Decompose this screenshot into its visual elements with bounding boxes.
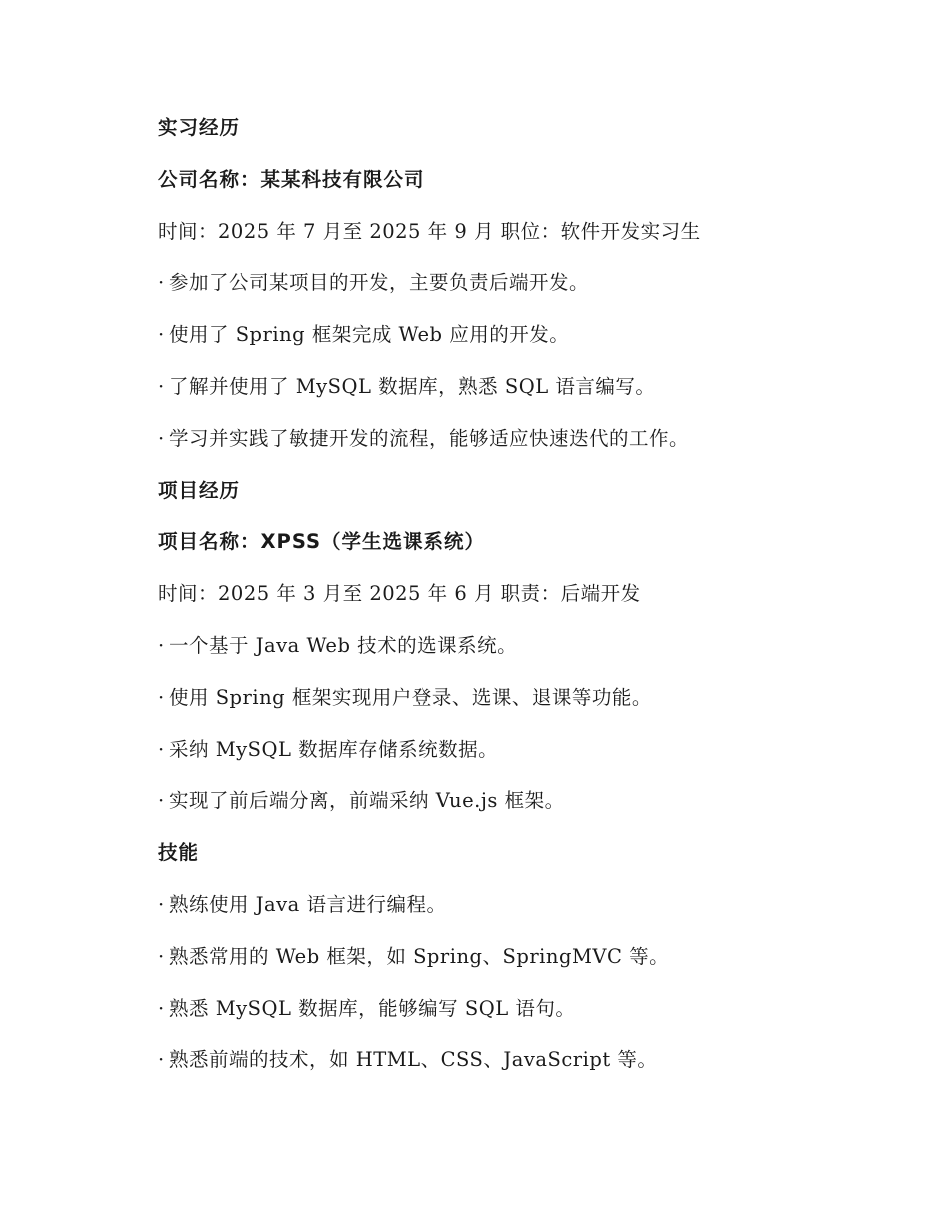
bullet-text: 熟悉 MySQL 数据库，能够编写 SQL 语句。	[169, 996, 576, 1020]
bullet-text: 实现了前后端分离，前端采纳 Vue.js 框架。	[169, 789, 565, 813]
resume-page	[158, 108, 858, 1092]
bullet-dot: ·	[158, 737, 165, 761]
bullet-text: 使用 Spring 框架实现用户登录、选课、退课等功能。	[169, 685, 652, 709]
internship-section-title: 实习经历	[158, 116, 241, 139]
bullet-text: 熟练使用 Java 语言进行编程。	[169, 892, 447, 916]
bullet-text: 熟悉常用的 Web 框架，如 Spring、SpringMVC 等。	[169, 944, 670, 968]
internship-bullet	[158, 367, 858, 419]
skills-bullet	[158, 885, 858, 937]
bullet-dot: ·	[158, 426, 165, 450]
internship-bullet	[158, 263, 858, 315]
internship-company: 公司名称：某某科技有限公司	[158, 167, 425, 191]
bullet-dot: ·	[158, 323, 165, 347]
skills-bullet	[158, 1040, 858, 1092]
bullet-dot: ·	[158, 685, 165, 709]
bullet-dot: ·	[158, 1048, 165, 1072]
internship-bullet	[158, 315, 858, 367]
bullet-text: 一个基于 Java Web 技术的选课系统。	[169, 633, 518, 657]
bullet-dot: ·	[158, 789, 165, 813]
bullet-text: 参加了公司某项目的开发，主要负责后端开发。	[169, 271, 590, 295]
bullet-dot: ·	[158, 892, 165, 916]
internship-bullet	[158, 419, 858, 471]
bullet-dot: ·	[158, 944, 165, 968]
project-meta: 时间：2025 年 3 月至 2025 年 6 月 职责：后端开发	[158, 582, 641, 606]
project-bullet	[158, 781, 858, 833]
skills-section-title: 技能	[158, 841, 200, 865]
project-section-title: 项目经历	[158, 478, 241, 502]
bullet-dot: ·	[158, 374, 165, 398]
project-name: 项目名称：XPSS（学生选课系统）	[158, 530, 486, 554]
project-bullet	[158, 678, 858, 730]
bullet-text: 学习并实践了敏捷开发的流程，能够适应快速迭代的工作。	[169, 426, 690, 450]
bullet-dot: ·	[158, 633, 165, 657]
bullet-text: 采纳 MySQL 数据库存储系统数据。	[169, 737, 499, 761]
bullet-dot: ·	[158, 271, 165, 295]
bullet-text: 了解并使用了 MySQL 数据库，熟悉 SQL 语言编写。	[169, 374, 656, 398]
skills-bullet	[158, 989, 858, 1041]
project-bullet	[158, 626, 858, 678]
skills-bullet	[158, 937, 858, 989]
bullet-text: 使用了 Spring 框架完成 Web 应用的开发。	[169, 323, 570, 347]
bullet-text: 熟悉前端的技术，如 HTML、CSS、JavaScript 等。	[169, 1048, 658, 1072]
project-bullet	[158, 730, 858, 782]
internship-meta: 时间：2025 年 7 月至 2025 年 9 月 职位：软件开发实习生	[158, 219, 701, 243]
bullet-dot: ·	[158, 996, 165, 1020]
